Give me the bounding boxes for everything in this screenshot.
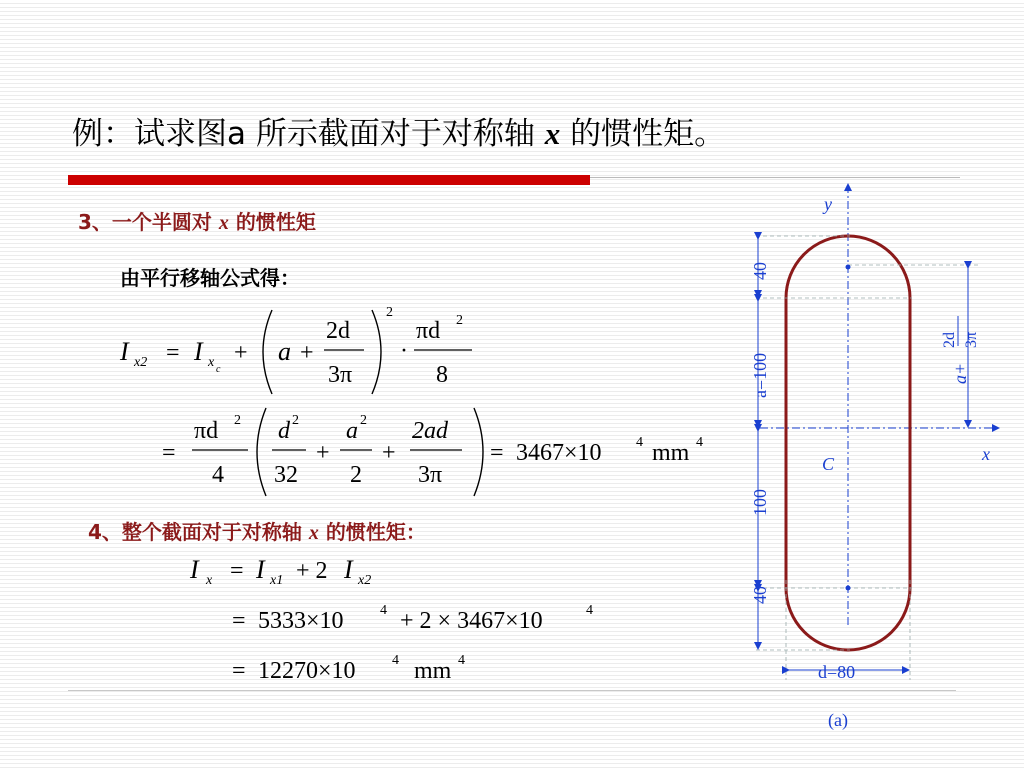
top-centroid-dot — [846, 265, 851, 270]
section3-x: x — [218, 212, 229, 234]
f1-den: 3π — [328, 362, 353, 388]
dim-bottom-text: 40 — [750, 586, 770, 604]
f2-four: 4 — [212, 462, 224, 488]
f3-result-unit: mm — [414, 658, 452, 684]
f1-paren-left — [263, 310, 272, 394]
section3-prefix: 3、一个半圆对 — [78, 210, 219, 234]
f2-pi-d: πd — [194, 418, 219, 444]
f1-Ixc-sub: x — [208, 355, 215, 370]
f3-result: 12270×10 — [258, 658, 356, 684]
f3-val-b-exp: 4 — [586, 603, 593, 618]
f3-I2-sub: x2 — [358, 573, 372, 588]
f2-pi-exp: 2 — [234, 413, 241, 428]
f2-a-den: 2 — [350, 462, 362, 488]
f3-I1: I — [256, 555, 265, 584]
f2-paren-left — [257, 408, 266, 496]
f2-three-pi: 3π — [418, 462, 443, 488]
f2-result-unit-exp: 4 — [696, 435, 703, 450]
dim-a-text: a=100 — [750, 352, 770, 398]
f3-val-a-exp: 4 — [380, 603, 387, 618]
title-x: x — [544, 116, 561, 151]
method-text: 由平行移轴公式得： — [120, 266, 300, 290]
f2-d: d — [278, 418, 290, 444]
bottom-centroid-dot — [846, 586, 851, 591]
f3-val-b: + 2 × 3467×10 — [400, 608, 543, 634]
f3-I-sub: x — [206, 573, 213, 588]
f1-pi-d: πd — [416, 318, 441, 344]
section4-suffix: 的惯性矩： — [318, 520, 426, 544]
f1-eight: 8 — [436, 362, 448, 388]
f1-pi-exp: 2 — [456, 313, 463, 328]
f1-Ixc-subsub: c — [216, 364, 221, 375]
f3-val-a: 5333×10 — [258, 608, 344, 634]
centroid-label: C — [822, 454, 835, 474]
f1-exp: 2 — [386, 305, 393, 320]
f2-a-exp: 2 — [360, 413, 367, 428]
y-axis-label: y — [824, 194, 832, 214]
f3-eq1: = — [230, 558, 244, 584]
f3-result-exp: 4 — [392, 653, 399, 668]
f1-dot: · — [400, 338, 408, 364]
dim-top-text: 40 — [750, 262, 770, 280]
section3-heading — [78, 206, 316, 235]
f2-result-unit: mm — [652, 440, 690, 466]
f1-plus: + — [234, 340, 248, 366]
x-axis-label: x — [982, 444, 990, 464]
f3-plus: + 2 — [296, 558, 328, 584]
section4-heading — [88, 516, 426, 545]
section4-prefix: 4、整个截面对于对称轴 — [88, 520, 309, 544]
f3-I: I — [190, 555, 199, 584]
dim-100-text: 100 — [750, 489, 770, 516]
f1-paren-right — [372, 310, 381, 394]
f2-result-val: 3467×10 — [516, 440, 602, 466]
title-mid: 所示截面对于对称轴 — [246, 116, 545, 152]
title-suffix: 的惯性矩。 — [560, 116, 726, 152]
f3-result-unit-exp: 4 — [458, 653, 465, 668]
dim-right-den: 3π — [963, 331, 980, 348]
f1-lhs-I: I — [120, 337, 129, 366]
section-figure — [730, 180, 1000, 740]
formula-3 — [186, 548, 616, 688]
f1-I: I — [194, 337, 203, 366]
section3-suffix: 的惯性矩 — [228, 210, 316, 234]
f2-d-exp: 2 — [292, 413, 299, 428]
dim-d-text: d=80 — [818, 662, 856, 682]
figure-caption: (a) — [828, 710, 848, 730]
f2-paren-right — [474, 408, 483, 496]
f1-plus2: + — [300, 340, 314, 366]
title-a: a — [227, 116, 246, 152]
f1-num: 2d — [326, 318, 350, 344]
f2-eq: = — [162, 440, 176, 466]
title-underline-red — [68, 175, 590, 185]
f3-eq3: = — [232, 658, 246, 684]
f3-eq2: = — [232, 608, 246, 634]
f2-result-eq: = — [490, 440, 504, 466]
f3-I1-sub: x1 — [270, 573, 284, 588]
title-underline-grey — [590, 177, 960, 178]
f1-a: a — [278, 337, 291, 366]
f3-I2: I — [344, 555, 353, 584]
f1-lhs-sub: x2 — [134, 355, 148, 370]
section4-x: x — [308, 522, 319, 544]
f2-result-exp: 4 — [636, 435, 643, 450]
f2-a: a — [346, 418, 358, 444]
f2-plus2: + — [382, 440, 396, 466]
f2-d-den: 32 — [274, 462, 298, 488]
formula-1 — [110, 300, 490, 400]
f2-two-ad: 2ad — [412, 418, 448, 444]
dim-right-num: 2d — [941, 332, 958, 348]
dim-right-a: a+ — [950, 362, 970, 384]
f1-eq: = — [166, 340, 180, 366]
slide-title — [72, 108, 725, 153]
formula-2 — [160, 400, 720, 500]
title-prefix: 例：试求图 — [72, 116, 227, 152]
f2-plus1: + — [316, 440, 330, 466]
